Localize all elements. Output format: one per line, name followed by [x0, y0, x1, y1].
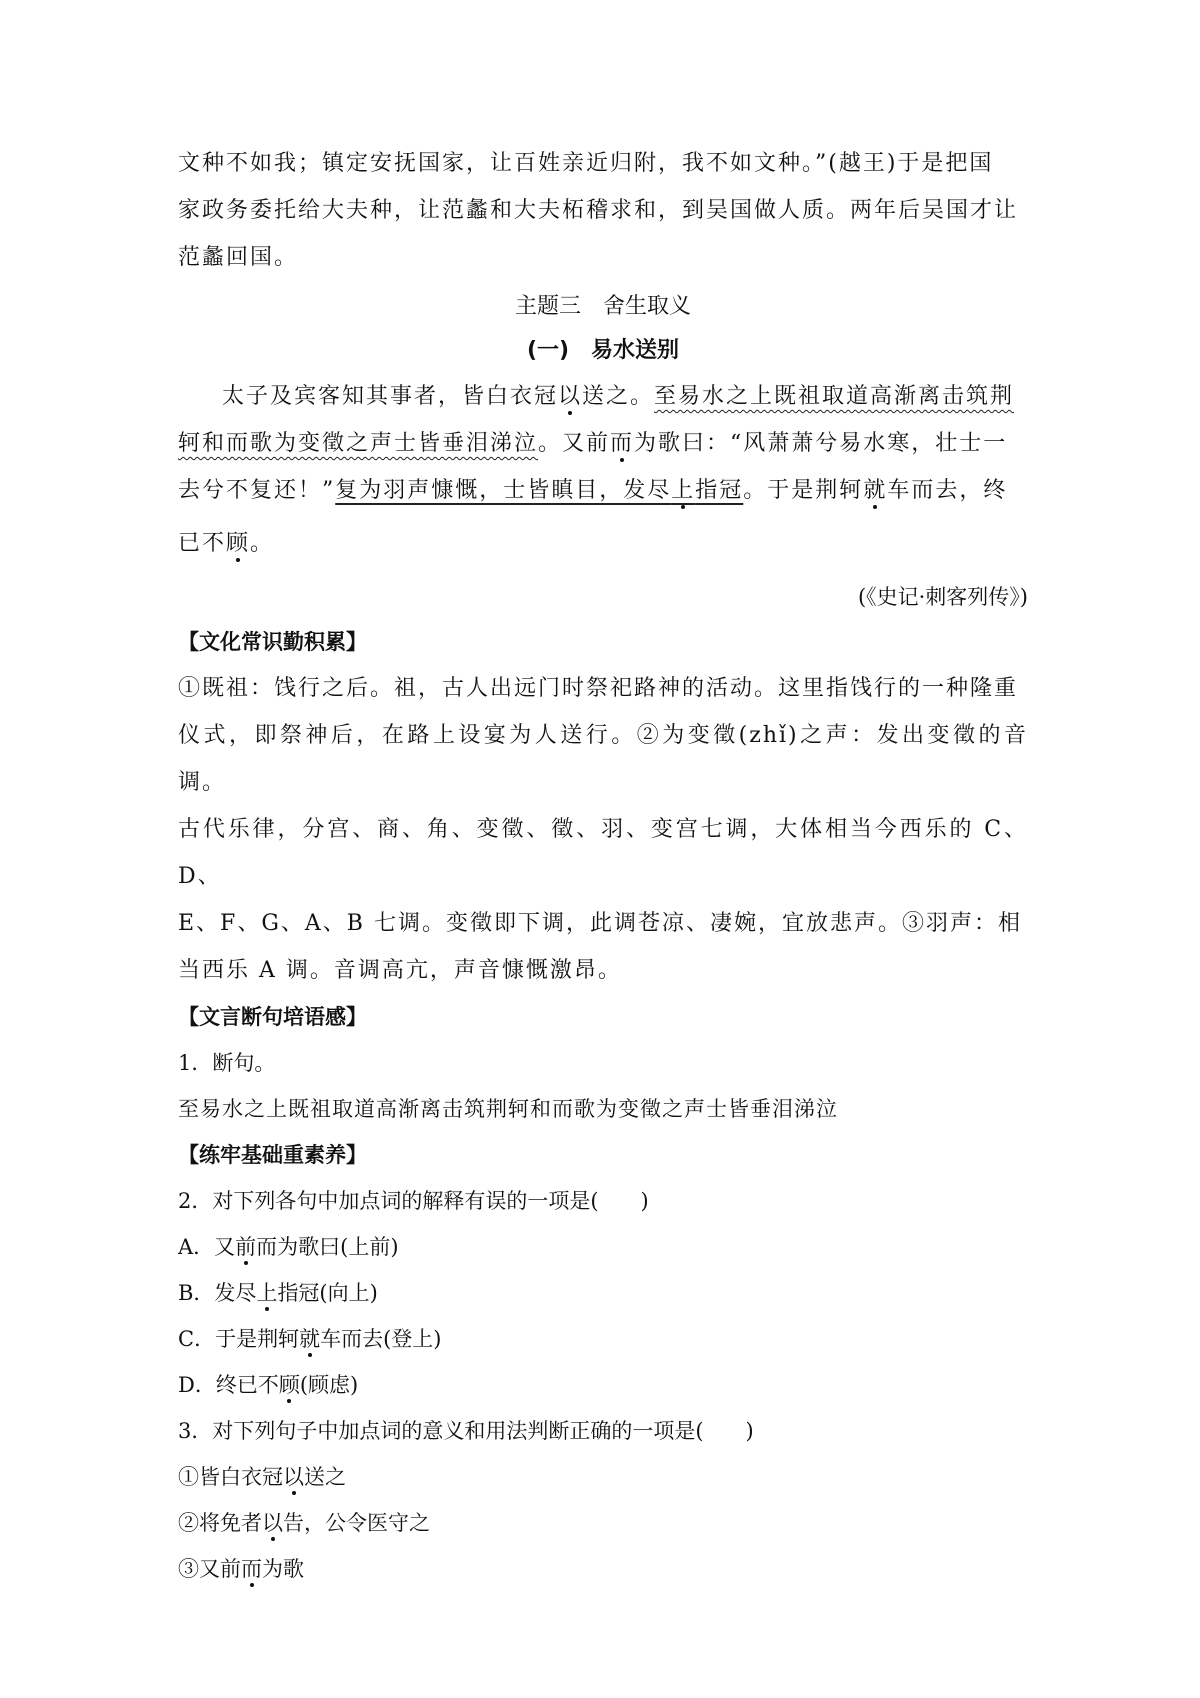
text-line: 范蠡回国。 [178, 245, 299, 270]
text-span: ③又前 [178, 1557, 241, 1581]
section-title: (一) 易水送别 [526, 338, 680, 363]
passage-line [178, 420, 1028, 467]
text-span: 指冠 [695, 478, 744, 503]
text-span: (顾虑) [299, 1373, 359, 1397]
question-2: 2．对下列各句中加点词的解释有误的一项是( ) [178, 1189, 649, 1213]
option-a[interactable] [178, 1224, 1028, 1270]
dotted-word: 上 [671, 478, 696, 503]
text-span: 车而去(登上) [320, 1327, 442, 1351]
option-d[interactable] [178, 1362, 1028, 1408]
text-span: 为歌 [262, 1557, 304, 1581]
dotted-word: 就 [299, 1327, 321, 1351]
list-item [178, 1454, 1028, 1500]
text-span: 复为羽声慷慨，士皆瞋目，发尽 [335, 478, 672, 503]
classical-passage [178, 373, 1028, 567]
passage-line [178, 373, 1028, 420]
text-line: 当西乐 A 调。音调高亢，声音慷慨激昂。 [178, 958, 622, 983]
dotted-word: 顾 [278, 1373, 300, 1397]
dotted-word: 顾 [226, 531, 251, 556]
text-span: 去兮不复还！” [178, 478, 336, 503]
text-span: 送之 [304, 1465, 346, 1489]
text-line: ①既祖：饯行之后。祖，古人出远门时祭祀路神的活动。这里指饯行的一种隆重 [178, 676, 1019, 701]
question-2-options [178, 1224, 1028, 1408]
option-c[interactable] [178, 1316, 1028, 1362]
document-page [178, 140, 1028, 1592]
text-span: ②将免者 [178, 1511, 262, 1535]
culture-notes [178, 665, 1028, 994]
text-span: A．又 [178, 1235, 236, 1259]
text-span: 车而去，终 [887, 478, 1008, 503]
text-span: 为歌曰：“风萧萧兮易水寒，壮士一 [634, 431, 1008, 456]
text-line: 古代乐律，分宫、商、角、变徵、徵、羽、变宫七调，大体相当今西乐的 C、D、 [178, 817, 1028, 889]
culture-heading: 【文化常识勤积累】 [178, 630, 367, 654]
text-line: E、F、G、A、B 七调。变徵即下调，此调苍凉、凄婉，宜放悲声。③羽声：相 [178, 911, 1022, 936]
theme-title: 主题三 舍生取义 [514, 294, 691, 319]
basics-heading: 【练牢基础重素养】 [178, 1143, 367, 1167]
source-citation: (《史记·刺客列传》) [857, 585, 1028, 609]
text-span: 已不 [178, 531, 227, 556]
underlined-text [335, 478, 743, 503]
dotted-word: 以 [558, 384, 583, 409]
dotted-word: 以 [262, 1511, 283, 1535]
text-span: 送之。 [582, 384, 655, 409]
question-1-text: 至易水之上既祖取道高渐离击筑荆轲和而歌为变徵之声士皆垂泪涕泣 [178, 1097, 838, 1121]
text-span: B．发尽 [178, 1281, 257, 1305]
text-span: 指冠(向上) [277, 1281, 378, 1305]
intro-paragraph [178, 140, 1028, 281]
passage-line [178, 467, 1028, 514]
text-span: 告，公令医守之 [283, 1511, 430, 1535]
option-b[interactable] [178, 1270, 1028, 1316]
text-span: 太子及宾客知其事者，皆白衣冠 [222, 384, 559, 409]
text-span: ①皆白衣冠 [178, 1465, 283, 1489]
text-span: C．于是荆轲 [178, 1327, 300, 1351]
text-line: 家政务委托给大夫种，让范蠡和大夫柘稽求和，到吴国做人质。两年后吴国才让 [178, 198, 1019, 223]
wavy-underlined-text: 至易水之上既祖取道高渐离击筑荆 [654, 384, 1015, 409]
list-item [178, 1546, 1028, 1592]
text-span: D．终已不 [178, 1373, 279, 1397]
dotted-word: 前 [235, 1235, 257, 1259]
dotted-word: 而 [241, 1557, 262, 1581]
text-span: 。 [250, 531, 275, 556]
text-span: 。又前 [538, 431, 611, 456]
dotted-word: 以 [283, 1465, 304, 1489]
dotted-word: 上 [256, 1281, 278, 1305]
text-line: 仪式，即祭神后，在路上设宴为人送行。②为变徵(zhǐ)之声：发出变徵的音调。 [178, 723, 1028, 795]
punctuation-heading: 【文言断句培语感】 [178, 1005, 367, 1029]
wavy-underlined-text: 轲和而歌为变徵之声士皆垂泪涕泣 [178, 431, 539, 456]
dotted-word: 就 [863, 478, 888, 503]
question-3: 3．对下列句子中加点词的意义和用法判断正确的一项是( ) [178, 1419, 754, 1443]
question-3-items [178, 1454, 1028, 1592]
text-line: 文种不如我；镇定安抚国家，让百姓亲近归附，我不如文种。”(越王)于是把国 [178, 151, 994, 176]
text-span: 而为歌曰(上前) [256, 1235, 399, 1259]
list-item [178, 1500, 1028, 1546]
text-span: 。于是荆轲 [743, 478, 864, 503]
question-1: 1．断句。 [178, 1051, 276, 1075]
passage-line [178, 520, 1028, 567]
dotted-word: 而 [610, 431, 635, 456]
